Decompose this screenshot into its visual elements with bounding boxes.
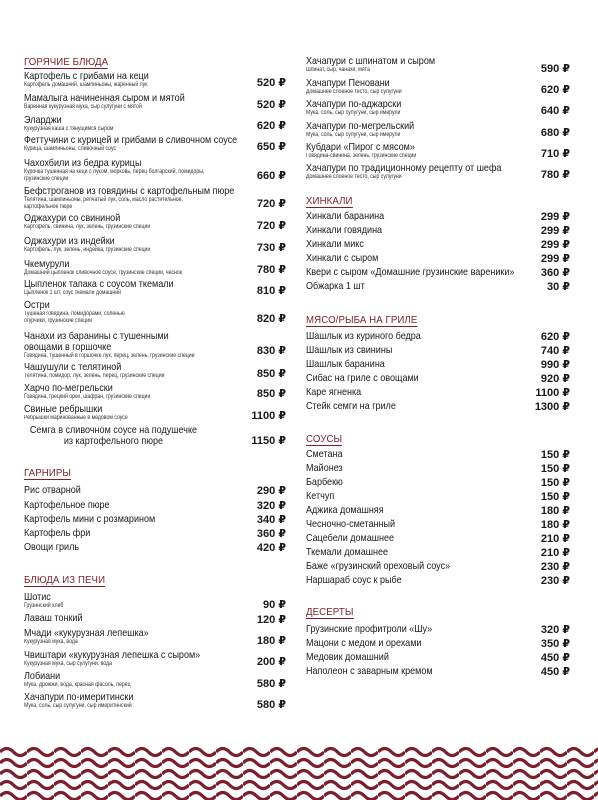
item-desc: Ребрышки маринованные в медовом соусе [24, 415, 128, 421]
menu-item [306, 652, 570, 663]
item-name: Кетчуп [306, 490, 335, 502]
item-name: Шашлык баранина [306, 358, 385, 370]
item-price: 740 ₽ [540, 345, 570, 357]
menu-item [24, 650, 286, 668]
item-price: 780 ₽ [256, 264, 286, 276]
item-name: Мацони с медом и орехами [306, 637, 422, 649]
item-price: 1150 ₽ [251, 435, 286, 447]
item-name: Медовик домашний [306, 651, 389, 663]
item-price: 830 ₽ [256, 345, 286, 357]
item-name: Наполеон с заварным кремом [306, 665, 433, 677]
item-name: Шашлык из свинины [306, 344, 393, 356]
item-price: 780 ₽ [540, 169, 570, 181]
menu-item [306, 533, 570, 544]
item-desc: Говядина, тушенный в горшочке лук, перец, зелень, грузинские специи [24, 353, 195, 359]
item-desc: Домашний цыпленок сливочное соусе, грузинские специи, чеснок [24, 270, 183, 276]
item-desc: Тушеная говядина, помидорами, соленые огурчики, грузинские специи [24, 311, 125, 324]
item-price: 810 ₽ [256, 285, 286, 297]
item-name: Хачапури с шпинатом и сыром [306, 55, 436, 67]
item-price: 590 ₽ [540, 63, 570, 75]
menu-item [24, 383, 286, 401]
item-desc: Картофель, свинина, лук, зелень, грузинские специи [24, 224, 151, 230]
menu-item [24, 93, 286, 111]
item-price: 620 ₽ [256, 120, 286, 132]
item-name: Грузинские профитроли «Шу» [306, 623, 433, 635]
menu-item [306, 56, 570, 74]
item-price: 299 ₽ [540, 211, 570, 223]
item-price: 360 ₽ [256, 528, 286, 540]
item-price: 620 ₽ [540, 84, 570, 96]
item-price: 820 ₽ [256, 313, 286, 325]
item-price: 520 ₽ [256, 77, 286, 89]
item-price: 90 ₽ [263, 599, 286, 611]
item-price: 210 ₽ [540, 533, 570, 545]
item-desc: Цыпленок 1 шт, соус ткемали домашний [24, 290, 122, 296]
item-name: Хачапури по-имеритински [24, 691, 134, 703]
item-name: Мамалыга начиненная сыром и мятой [24, 92, 185, 104]
section-title-desserts: ДЕСЕРТЫ [306, 606, 354, 618]
menu-item [24, 331, 286, 360]
menu-item [24, 671, 286, 689]
item-price: 230 ₽ [540, 575, 570, 587]
item-desc: Кукурузная мука, вода [24, 639, 78, 645]
item-price: 580 ₽ [256, 678, 286, 690]
menu-item [24, 259, 286, 277]
item-price: 720 ₽ [256, 198, 286, 210]
item-price: 180 ₽ [540, 519, 570, 531]
menu-item [306, 401, 570, 412]
item-name: Кубдари «Пирог с мясом» [306, 141, 415, 153]
item-desc: Телятина, шампиньоны, репчатый лук, соль, масло растительное, картофельное пюре [24, 197, 183, 210]
item-name: Картофель с грибами на кеци [24, 70, 149, 82]
item-price: 580 ₽ [256, 699, 286, 711]
item-name: Лаваш тонкий [24, 612, 83, 624]
item-name: Аджика домашняя [306, 504, 384, 516]
item-price: 180 ₽ [540, 505, 570, 517]
menu-item [306, 211, 570, 222]
menu-item [24, 613, 286, 624]
menu-item [306, 638, 570, 649]
menu-item [306, 121, 570, 139]
menu-item [306, 99, 570, 117]
menu-item [306, 463, 570, 474]
menu-item [306, 331, 570, 342]
item-name: Сацебели домашнее [306, 532, 395, 544]
item-desc: Домашнее слоеное тесто, сыр сулугуни [306, 89, 402, 95]
item-price: 650 ₽ [256, 141, 286, 153]
item-price: 730 ₽ [256, 242, 286, 254]
item-name: Хачапури Пеновани [306, 77, 390, 89]
item-name: Сибас на гриле с овощами [306, 372, 419, 384]
item-price: 1300 ₽ [534, 401, 570, 413]
item-name: Рис отварной [24, 484, 81, 496]
item-price: 120 ₽ [256, 614, 286, 626]
section-title-sauces: СОУСЫ [306, 433, 343, 445]
item-price: 680 ₽ [540, 127, 570, 139]
item-price: 290 ₽ [256, 485, 286, 497]
item-name: Чесночно-сметанный [306, 518, 396, 530]
item-name: Стейк семги на гриле [306, 400, 396, 412]
item-name: Оджахури со свининой [24, 212, 121, 224]
item-price: 850 ₽ [256, 388, 286, 400]
item-name: Чкемурули [24, 258, 70, 270]
item-name: Барбекю [306, 476, 343, 488]
item-desc: Мука, соль, сыр сулугуни, сыр имеритинский [24, 703, 132, 709]
section-title-hot: ГОРЯЧИЕ БЛЮДА [24, 56, 109, 68]
menu-item [24, 542, 286, 553]
menu-item [306, 491, 570, 502]
menu-item [306, 373, 570, 384]
item-name: Хачапури по-мегрельский [306, 120, 415, 132]
item-price: 150 ₽ [540, 463, 570, 475]
menu-item [306, 253, 570, 264]
menu-item [306, 505, 570, 516]
item-name: Чашушули с телятиной [24, 361, 122, 373]
item-name: Харчо по-мегрельски [24, 382, 113, 394]
item-price: 200 ₽ [256, 656, 286, 668]
section-title-khinkali: ХИНКАЛИ [306, 195, 353, 207]
menu-item [306, 345, 570, 356]
item-price: 520 ₽ [256, 99, 286, 111]
item-name: Остри [24, 299, 50, 311]
item-price: 920 ₽ [540, 373, 570, 385]
item-desc: Говядина, грецкий орех, шафран, грузинские специи [24, 394, 151, 400]
item-price: 850 ₽ [256, 368, 286, 380]
item-price: 710 ₽ [540, 148, 570, 160]
item-price: 150 ₽ [540, 477, 570, 489]
menu-item [306, 359, 570, 370]
item-desc: Кукурузная мука, сыр сулугуни, вода [24, 661, 113, 667]
menu-item [24, 404, 286, 422]
item-name: Хинкали с сыром [306, 252, 379, 264]
item-desc: Мука, дрожжи, вода, красная фасоль, перец [24, 682, 131, 688]
menu-item [24, 71, 286, 89]
menu-item [306, 519, 570, 530]
item-desc: Картофель домашний, шампиньоны, жаренный лук [24, 82, 148, 88]
item-name: Семга в сливочном соусе на подушечке из картофельного пюре [29, 424, 198, 447]
item-desc: Кукурузная каша с тянущимся сыром [24, 126, 114, 132]
item-price: 299 ₽ [540, 239, 570, 251]
item-desc: Мука, соль, сыр сулугуни, сыр имерули [306, 132, 401, 138]
item-name: Феттучини с курицей и грибами в сливочном соусе [24, 134, 238, 146]
menu-item [24, 514, 286, 525]
item-name: Наршараб соус к рыбе [306, 574, 402, 586]
item-price: 210 ₽ [540, 547, 570, 559]
item-name: Каре ягненка [306, 386, 362, 398]
item-name: Ткемали домашнее [306, 546, 389, 558]
item-name: Квери с сыром «Домашние грузинские вареники» [306, 266, 515, 278]
item-name: Сметана [306, 448, 343, 460]
item-name: Обжарка 1 шт [306, 280, 365, 292]
menu-item [24, 115, 286, 133]
menu-item [24, 485, 286, 496]
item-name: Оджахури из индейки [24, 235, 115, 247]
item-price: 1100 ₽ [251, 410, 286, 422]
section-title-garnish: ГАРНИРЫ [24, 467, 72, 479]
item-price: 320 ₽ [540, 624, 570, 636]
menu-item [24, 158, 286, 183]
menu-item [24, 300, 286, 325]
item-price: 299 ₽ [540, 253, 570, 265]
menu-item [306, 163, 570, 181]
menu-item [24, 279, 286, 297]
menu-item [24, 528, 286, 539]
menu-item [24, 135, 286, 153]
item-price: 350 ₽ [540, 638, 570, 650]
item-name: Баже «грузинский ореховый соус» [306, 560, 451, 572]
item-price: 150 ₽ [540, 491, 570, 503]
item-name: Лобиани [24, 670, 61, 682]
menu-item [24, 236, 286, 254]
item-name: Эларджи [24, 114, 62, 126]
item-price: 720 ₽ [256, 220, 286, 232]
item-price: 1100 ₽ [535, 387, 570, 399]
item-desc: Мука, соль, сыр сулугуни, сыр имерули [306, 110, 401, 116]
item-name: Майонез [306, 462, 343, 474]
item-desc: Телятина, помидор, лук, зелень, перец, грузинские специи [24, 373, 165, 379]
item-name: Чвиштари «кукурузная лепешка с сыром» [24, 649, 201, 661]
item-name: Хачапури по-аджарски [306, 98, 402, 110]
menu-item [306, 225, 570, 236]
item-name: Шотис [24, 591, 51, 603]
item-price: 640 ₽ [540, 105, 570, 117]
item-name: Хинкали говядина [306, 224, 383, 236]
item-price: 299 ₽ [540, 225, 570, 237]
menu-item [306, 281, 570, 292]
menu-item [306, 239, 570, 250]
item-price: 30 ₽ [547, 281, 570, 293]
item-name: Хинкали баранина [306, 210, 385, 222]
menu-item [24, 500, 286, 511]
item-price: 230 ₽ [540, 561, 570, 573]
menu-item [24, 592, 286, 610]
item-price: 320 ₽ [256, 500, 286, 512]
section-title-grill: МЯСО/РЫБА НА ГРИЛЕ [306, 314, 418, 326]
item-price: 660 ₽ [256, 170, 286, 182]
menu-item [306, 547, 570, 558]
item-price: 990 ₽ [540, 359, 570, 371]
menu-item [24, 186, 286, 211]
item-desc: Варенная кукурузная мука, сыр сулугуни с мятой [24, 104, 142, 110]
menu-item [24, 692, 286, 710]
menu-item [306, 575, 570, 586]
item-name: Овощи гриль [24, 541, 80, 553]
menu-item [306, 561, 570, 572]
item-name: Картофель фри [24, 527, 91, 539]
item-desc: Шпинат, сыр, чанахи, мята [306, 67, 370, 73]
menu-item [306, 267, 570, 278]
menu-item [306, 666, 570, 677]
item-price: 450 ₽ [540, 652, 570, 664]
menu-item [306, 78, 570, 96]
item-price: 360 ₽ [540, 267, 570, 279]
item-name: Хинкали микс [306, 238, 364, 250]
item-name: Мчади «кукурузная лепешка» [24, 627, 149, 639]
item-desc: Курочка тушенная на кеци с луком, морковь, перец болгарский, помидоры, грузинские специи [24, 169, 205, 182]
item-desc: Домашнее слоеное тесто, сыр сулугуни [306, 174, 402, 180]
item-price: 340 ₽ [256, 514, 286, 526]
menu-item [306, 477, 570, 488]
menu-item [306, 387, 570, 398]
item-price: 180 ₽ [256, 635, 286, 647]
item-name: Картофельное пюре [24, 499, 110, 511]
section-title-oven: БЛЮДА ИЗ ПЕЧИ [24, 574, 106, 586]
item-name: Чанахи из баранины с тушенными овощами в горшочке [24, 330, 169, 353]
item-price: 620 ₽ [540, 331, 570, 343]
menu-item [306, 624, 570, 635]
menu-item [24, 213, 286, 231]
item-price: 450 ₽ [540, 666, 570, 678]
item-name: Чахохбили из бедра курицы [24, 157, 142, 169]
item-name: Хачапури по традиционному рецепту от шефа [306, 162, 502, 174]
item-name: Цыпленок тапака с соусом ткемали [24, 278, 174, 290]
item-name: Картофель мини с розмарином [24, 513, 156, 525]
menu-item [24, 362, 286, 380]
menu-item [306, 142, 570, 160]
item-desc: Курица, шампиньоны, сливочный соус [24, 146, 117, 152]
item-desc: Грузинский хлеб [24, 603, 64, 609]
menu-item [24, 628, 286, 646]
menu-item [306, 449, 570, 460]
item-name: Шашлык из куриного бедра [306, 330, 421, 342]
decorative-wave-border [0, 744, 598, 800]
menu-item [24, 425, 286, 447]
item-price: 420 ₽ [256, 542, 286, 554]
item-desc: Картофель, лук, зелень, индейка, грузинские специи [24, 247, 151, 253]
item-name: Бефстроганов из говядины с картофельным пюре [24, 185, 235, 197]
item-name: Свиные ребрышки [24, 403, 103, 415]
item-desc: Говядина-свинина, зелень, грузинские специи [306, 153, 417, 159]
item-price: 150 ₽ [540, 449, 570, 461]
